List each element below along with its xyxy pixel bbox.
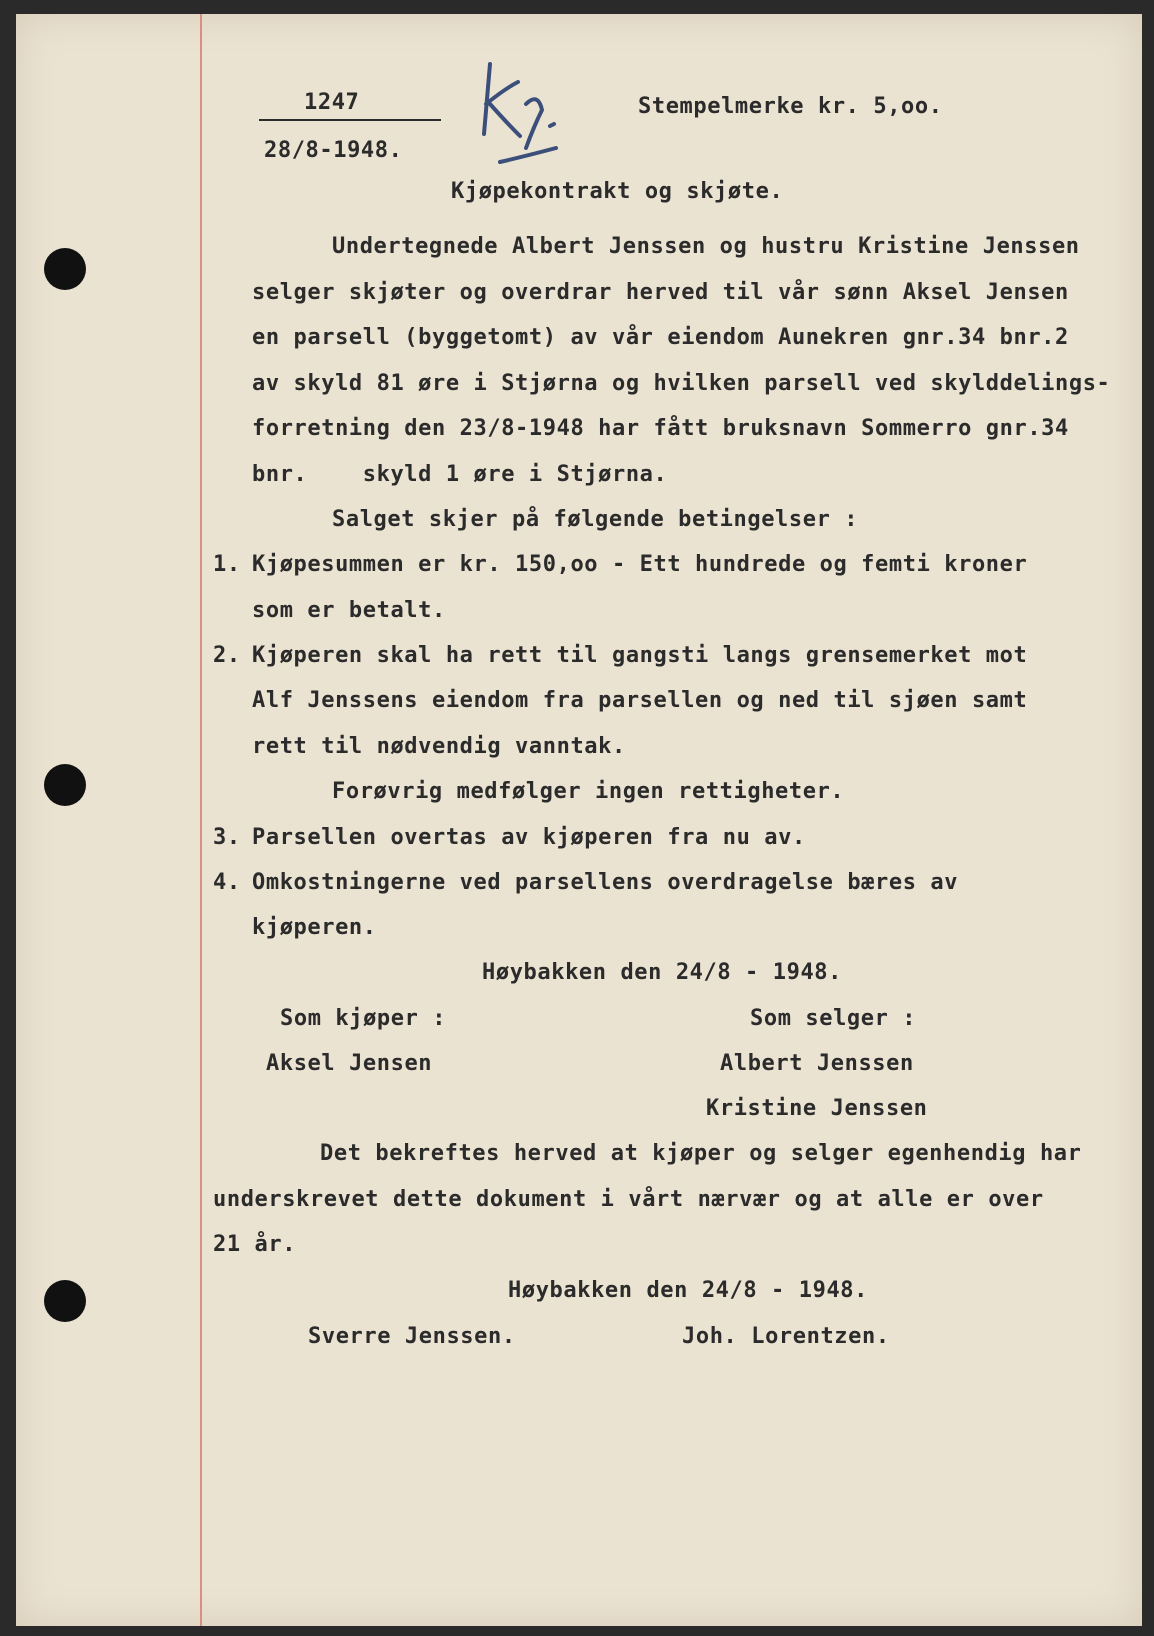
condition-line: Omkostningerne ved parsellens overdragelse bæres av [252, 870, 959, 895]
document-date: 28/8-1948. [264, 138, 403, 163]
buyer-name: Aksel Jensen [266, 1051, 433, 1076]
place-date: Høybakken den 24/8 - 1948. [508, 1278, 868, 1303]
conditions-heading: Salget skjer på følgende betingelser : [332, 507, 859, 532]
witness-line: Det bekreftes herved at kjøper og selger egenhendig har [320, 1141, 1082, 1166]
intro-line: av skyld 81 øre i Stjørna og hvilken parsell ved skylddelings- [252, 371, 1111, 396]
condition-line: Kjøpesummen er kr. 150,oo - Ett hundrede og femti kroner [252, 552, 1028, 577]
witness-name: Sverre Jenssen. [308, 1324, 516, 1349]
condition-line: Kjøperen skal ha rett til gangsti langs grensemerket mot [252, 643, 1028, 668]
intro-line: forretning den 23/8-1948 har fått bruksnavn Sommerro gnr.34 [252, 416, 1069, 441]
handwritten-initials [476, 52, 576, 172]
witness-line: underskrevet dette dokument i vårt nærvær og at alle er over [213, 1187, 1044, 1212]
seller-name: Kristine Jenssen [706, 1096, 928, 1121]
witness-line: 21 år. [213, 1232, 297, 1257]
condition-line: Alf Jenssens eiendom fra parsellen og ned til sjøen samt [252, 688, 1028, 713]
place-date: Høybakken den 24/8 - 1948. [482, 960, 842, 985]
intro-line: bnr. skyld 1 øre i Stjørna. [252, 462, 668, 487]
condition-number: 2. [213, 643, 241, 668]
punch-hole-bottom [44, 1280, 86, 1322]
intro-line: Undertegnede Albert Jenssen og hustru Kristine Jenssen [332, 234, 1080, 259]
document-title: Kjøpekontrakt og skjøte. [451, 179, 784, 204]
condition-line: Forøvrig medfølger ingen rettigheter. [332, 779, 845, 804]
intro-line: en parsell (byggetomt) av vår eiendom Aunekren gnr.34 bnr.2 [252, 325, 1069, 350]
margin-line [200, 14, 202, 1626]
document-page [16, 14, 1142, 1626]
stamp-note: Stempelmerke kr. 5,oo. [638, 94, 943, 119]
seller-label: Som selger : [750, 1006, 917, 1031]
seller-name: Albert Jenssen [720, 1051, 914, 1076]
condition-number: 1. [213, 552, 241, 577]
condition-line: rett til nødvendig vanntak. [252, 734, 626, 759]
condition-line: kjøperen. [252, 915, 377, 940]
document-number: 1247 [304, 90, 360, 115]
condition-number: 3. [213, 825, 241, 850]
condition-line: som er betalt. [252, 598, 446, 623]
punch-hole-middle [44, 764, 86, 806]
condition-line: Parsellen overtas av kjøperen fra nu av. [252, 825, 806, 850]
intro-line: selger skjøter og overdrar herved til vår sønn Aksel Jensen [252, 280, 1069, 305]
witness-name: Joh. Lorentzen. [682, 1324, 890, 1349]
condition-number: 4. [213, 870, 241, 895]
punch-hole-top [44, 248, 86, 290]
number-underline [259, 119, 441, 121]
buyer-label: Som kjøper : [280, 1006, 447, 1031]
